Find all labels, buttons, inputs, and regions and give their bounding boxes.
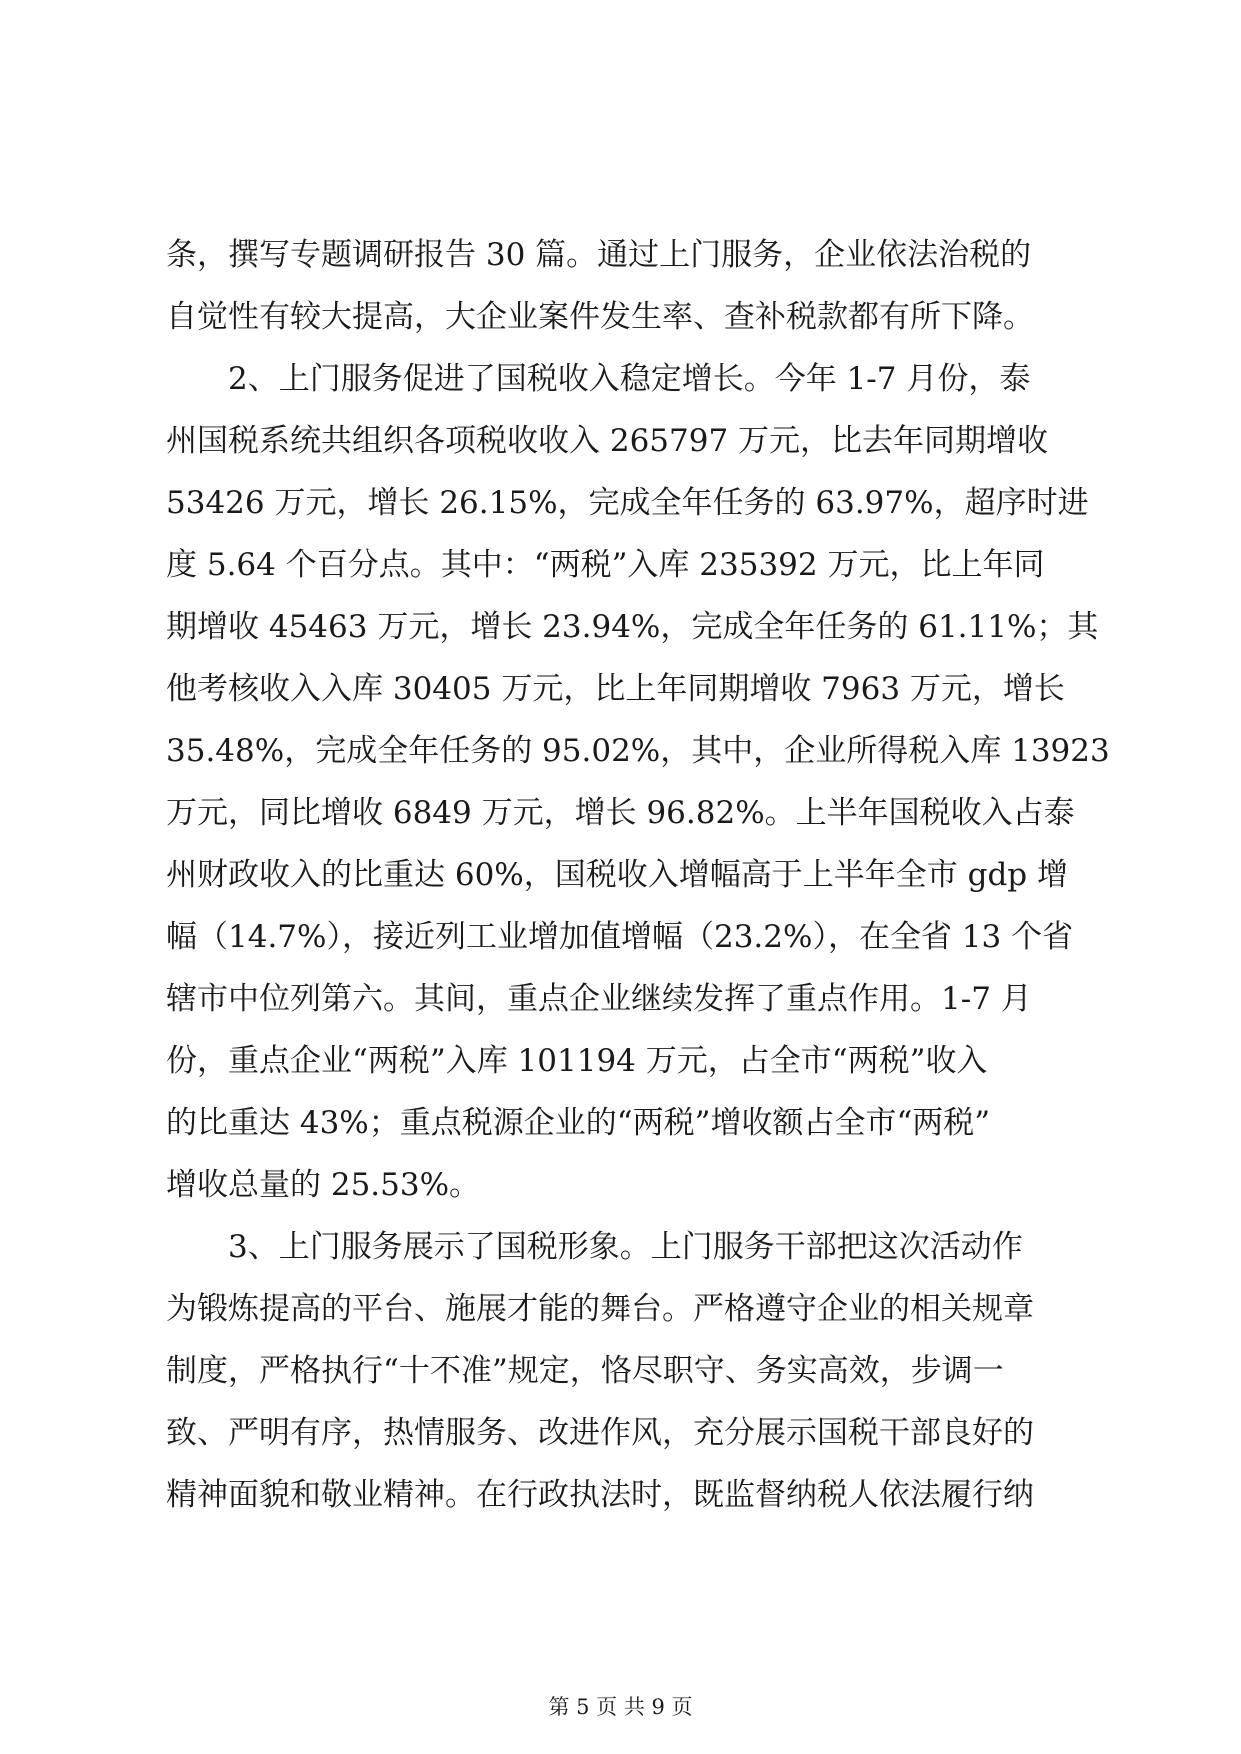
text-line: 他考核收入入库 30405 万元，比上年同期增收 7963 万元，增长: [166, 671, 1065, 707]
text-line: 州财政收入的比重达 60%，国税收入增幅高于上半年全市 gdp 增: [166, 857, 1068, 893]
text-line: 自觉性有较大提高，大企业案件发生率、查补税款都有所下降。: [166, 299, 1034, 335]
text-line: 期增收 45463 万元，增长 23.94%，完成全年任务的 61.11%；其: [166, 609, 1099, 645]
text-line: 2、上门服务促进了国税收入稳定增长。今年 1-7 月份，泰: [228, 361, 1031, 397]
page-footer: [0, 1692, 1241, 1722]
text-line: 万元，同比增收 6849 万元，增长 96.82%。上半年国税收入占泰: [166, 795, 1075, 831]
text-line: 州国税系统共组织各项税收收入 265797 万元，比去年同期增收: [166, 423, 1049, 459]
text-line: 幅（14.7%），接近列工业增加值增幅（23.2%），在全省 13 个省: [166, 919, 1074, 955]
text-line: 辖市中位列第六。其间，重点企业继续发挥了重点作用。1-7 月: [166, 981, 1032, 1017]
text-line: 致、严明有序，热情服务、改进作风，充分展示国税干部良好的: [166, 1415, 1034, 1451]
paragraph-tax-revenue-growth: [166, 348, 1110, 1216]
text-line: 为锻炼提高的平台、施展才能的舞台。严格遵守企业的相关规章: [166, 1291, 1034, 1327]
text-line: 度 5.64 个百分点。其中：“两税”入库 235392 万元，比上年同: [166, 547, 1045, 583]
text-line: 增收总量的 25.53%。: [166, 1167, 481, 1203]
text-line: 份，重点企业“两税”入库 101194 万元，占全市“两税”收入: [166, 1043, 988, 1079]
text-line: 35.48%，完成全年任务的 95.02%，其中，企业所得税入库 13923: [166, 733, 1110, 769]
text-line: 的比重达 43%；重点税源企业的“两税”增收额占全市“两税”: [166, 1105, 991, 1141]
paragraph-tax-image: [166, 1216, 1076, 1526]
text-line: 制度，严格执行“十不准”规定，恪尽职守、务实高效，步调一: [166, 1353, 1004, 1389]
text-line: 条，撰写专题调研报告 30 篇。通过上门服务，企业依法治税的: [166, 237, 1032, 273]
text-line: 3、上门服务展示了国税形象。上门服务干部把这次活动作: [228, 1229, 1023, 1265]
text-line: 53426 万元，增长 26.15%，完成全年任务的 63.97%，超序时进: [166, 485, 1089, 521]
text-line: 精神面貌和敬业精神。在行政执法时，既监督纳税人依法履行纳: [166, 1477, 1034, 1513]
document-body: [166, 224, 1110, 1526]
page-number: 第 5 页 共 9 页: [548, 1695, 693, 1719]
paragraph-continuation: [166, 224, 1076, 348]
